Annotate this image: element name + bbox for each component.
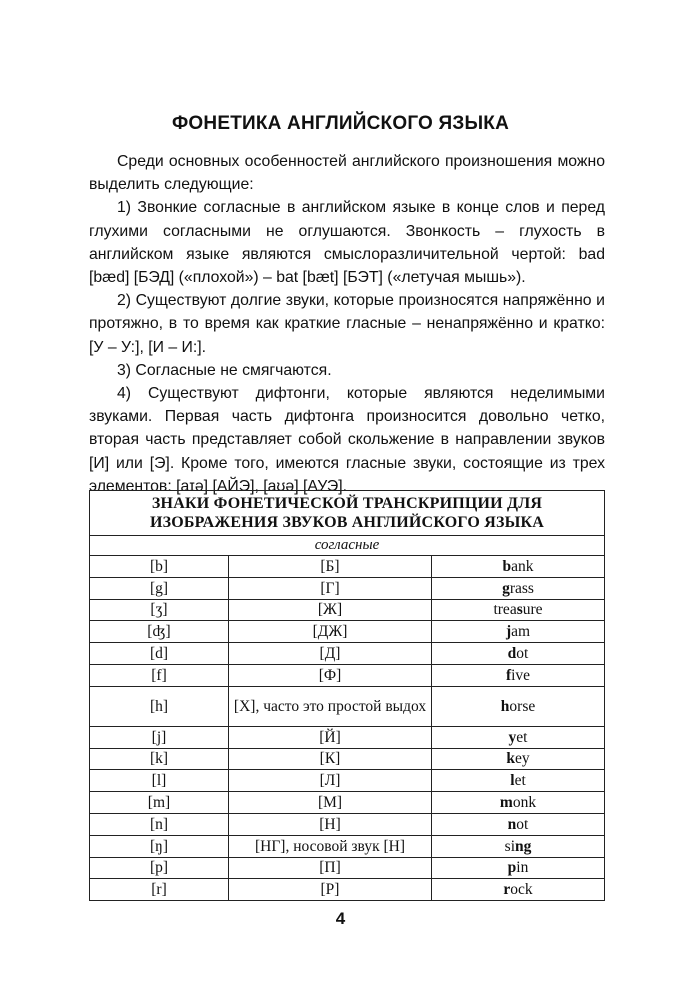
example-word-highlight: ng <box>515 837 532 855</box>
table-row <box>90 879 605 901</box>
page-title: ФОНЕТИКА АНГЛИЙСКОГО ЯЗЫКА <box>172 113 509 134</box>
example-word-post: in <box>516 859 529 877</box>
russian-equivalent: [Р] <box>229 879 432 901</box>
example-word <box>432 726 605 748</box>
transcription-symbol: [g] <box>90 577 229 599</box>
table-row <box>90 726 605 748</box>
russian-equivalent: [П] <box>229 857 432 879</box>
example-word-post: ank <box>511 557 534 575</box>
transcription-table <box>89 490 605 901</box>
transcription-symbol: [ʤ] <box>90 621 229 643</box>
example-word-highlight: f <box>505 666 512 684</box>
russian-equivalent: [Ф] <box>229 664 432 686</box>
example-word-post: ive <box>511 666 531 684</box>
russian-equivalent: [М] <box>229 792 432 814</box>
transcription-symbol: [l] <box>90 770 229 792</box>
example-word <box>432 813 605 835</box>
example-word-post: ot <box>516 815 529 833</box>
transcription-symbol: [h] <box>90 686 229 726</box>
transcription-symbol: [f] <box>90 664 229 686</box>
paragraph-point-2: 2) Существуют долгие звуки, которые произносятся напряжённо и протяжно, в то время как краткие гласные – ненапряжённо и кратко: [У – У:], [И – И:]. <box>89 292 605 356</box>
example-word <box>432 556 605 578</box>
example-word <box>432 857 605 879</box>
example-word-post: et <box>516 728 528 746</box>
example-word <box>432 748 605 770</box>
example-word-post: onk <box>512 794 537 812</box>
russian-equivalent: [Б] <box>229 556 432 578</box>
table-row <box>90 643 605 665</box>
russian-equivalent: [Л] <box>229 770 432 792</box>
table-row <box>90 835 605 857</box>
table-row <box>90 664 605 686</box>
table-row <box>90 621 605 643</box>
table-row <box>90 577 605 599</box>
table-caption-row <box>90 491 605 536</box>
example-word-post: ure <box>522 601 543 619</box>
example-word-highlight: p <box>507 859 517 877</box>
example-word-post: ock <box>510 881 533 899</box>
example-word-highlight: l <box>510 772 515 790</box>
example-word <box>432 664 605 686</box>
table-section-row <box>90 536 605 556</box>
page-number: 4 <box>335 909 346 928</box>
transcription-symbol: [m] <box>90 792 229 814</box>
paragraph-point-1: 1) Звонкие согласные в английском языке в конце слов и перед глухими согласными не оглушаются. Звонкость – глухость в английском языке являются смыслоразличительной чертой: bad [bæd] [БЭД] («плохой») – bat [bæt] [БЭТ] («летучая мышь»). <box>89 199 605 287</box>
example-word-highlight: g <box>502 579 510 597</box>
example-word <box>432 599 605 621</box>
transcription-symbol: [n] <box>90 813 229 835</box>
table-row <box>90 556 605 578</box>
transcription-symbol: [ʒ] <box>90 599 229 621</box>
example-word-highlight: h <box>500 697 510 715</box>
example-word-highlight: y <box>508 728 517 746</box>
russian-equivalent: [К] <box>229 748 432 770</box>
intro-text <box>89 150 605 498</box>
transcription-symbol: [r] <box>90 879 229 901</box>
example-word-highlight: m <box>499 794 513 812</box>
example-word <box>432 879 605 901</box>
example-word-highlight: s <box>516 601 523 619</box>
russian-equivalent: [Х], часто это простой выдох <box>229 686 432 726</box>
transcription-symbol: [j] <box>90 726 229 748</box>
table-row <box>90 748 605 770</box>
transcription-symbol: [b] <box>90 556 229 578</box>
example-word-post: am <box>511 623 531 641</box>
table-row <box>90 857 605 879</box>
transcription-symbol: [ŋ] <box>90 835 229 857</box>
example-word-highlight: b <box>502 557 512 575</box>
example-word-highlight: d <box>507 645 517 663</box>
example-word-post: ot <box>516 645 529 663</box>
table-row <box>90 599 605 621</box>
table-caption-line-2: ИЗОБРАЖЕНИЯ ЗВУКОВ АНГЛИЙСКОГО ЯЗЫКА <box>149 514 545 531</box>
example-word <box>432 770 605 792</box>
example-word-highlight: n <box>507 815 517 833</box>
russian-equivalent: [ДЖ] <box>229 621 432 643</box>
example-word-post: orse <box>509 697 536 715</box>
table-caption-line-1: ЗНАКИ ФОНЕТИЧЕСКОЙ ТРАНСКРИПЦИИ ДЛЯ <box>151 495 543 512</box>
table-caption <box>90 491 605 536</box>
example-word-highlight: j <box>505 623 512 641</box>
example-word-post: rass <box>509 579 534 597</box>
russian-equivalent: [Г] <box>229 577 432 599</box>
example-word <box>432 686 605 726</box>
example-word-pre: trea <box>493 601 517 619</box>
russian-equivalent: [Н] <box>229 813 432 835</box>
paragraph-intro: Среди основных особенностей английского произношения можно выделить следующие: <box>89 153 605 194</box>
russian-equivalent: [Ж] <box>229 599 432 621</box>
transcription-symbol: [k] <box>90 748 229 770</box>
transcription-symbol: [p] <box>90 857 229 879</box>
russian-equivalent: [Й] <box>229 726 432 748</box>
table-row <box>90 813 605 835</box>
table-row <box>90 686 605 726</box>
example-word <box>432 643 605 665</box>
russian-equivalent: [НГ], носовой звук [Н] <box>229 835 432 857</box>
example-word <box>432 835 605 857</box>
example-word-post: ey <box>515 750 530 768</box>
example-word <box>432 577 605 599</box>
table-row <box>90 792 605 814</box>
table-row <box>90 770 605 792</box>
table-section-label: согласные <box>90 536 605 556</box>
example-word <box>432 792 605 814</box>
russian-equivalent: [Д] <box>229 643 432 665</box>
example-word-highlight: r <box>503 881 511 899</box>
paragraph-point-4: 4) Существуют дифтонги, которые являются неделимыми звуками. Первая часть дифтонга произносится довольно четко, вторая часть представляет собой скольжение в направлении звуков [И] или [Э]. Кроме того, имеются гласные звуки, состоящие из трех элементов: [aɪə] [АЙЭ], [aʊə] [АУЭ]. <box>89 385 605 495</box>
example-word <box>432 621 605 643</box>
example-word-highlight: k <box>506 750 515 768</box>
paragraph-point-3: 3) Согласные не смягчаются. <box>117 361 332 379</box>
transcription-symbol: [d] <box>90 643 229 665</box>
example-word-post: et <box>514 772 526 790</box>
example-word-pre: si <box>504 837 515 855</box>
